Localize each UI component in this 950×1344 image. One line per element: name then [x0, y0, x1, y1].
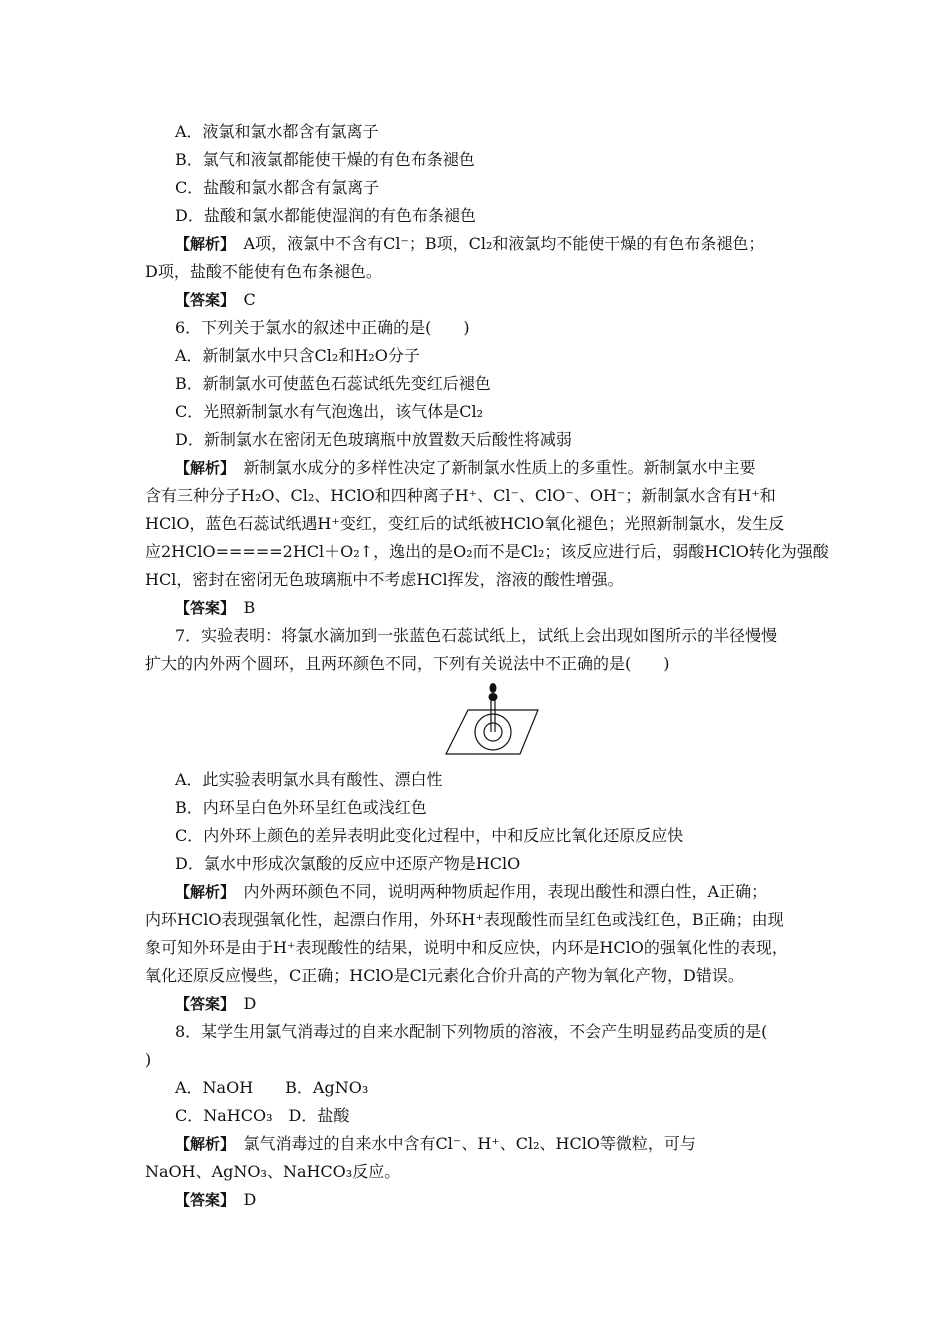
q6-option-a: A．新制氯水中只含Cl₂和H₂O分子 [175, 346, 420, 365]
analysis-tag: 【解析】 [175, 1135, 228, 1153]
q7-stem-line-1: 7．实验表明：将氯水滴加到一张蓝色石蕊试纸上，试纸上会出现如图所示的半径慢慢 [175, 626, 778, 645]
q6-analysis-line-4: 应2HClO=====2HCl＋O₂↑，逸出的是O₂而不是Cl₂；该反应进行后，弱酸HClO转化为强酸 [145, 542, 829, 561]
q7-option-d: D．氯水中形成次氯酸的反应中还原产物是HClO [175, 854, 521, 873]
q8-analysis-line-1 [175, 1134, 696, 1154]
answer-value: C [227, 290, 256, 309]
q6-option-d: D．新制氯水在密闭无色玻璃瓶中放置数天后酸性将减弱 [175, 430, 572, 449]
analysis-tag: 【解析】 [175, 235, 228, 253]
analysis-tag: 【解析】 [175, 459, 228, 477]
analysis-text: 氯气消毒过的自来水中含有Cl⁻、H⁺、Cl₂、HClO等微粒，可与 [227, 1134, 696, 1153]
q8-stem-line-2: ) [145, 1050, 152, 1069]
analysis-text: A项，液氯中不含有Cl⁻；B项，Cl₂和液氯均不能使干燥的有色布条褪色； [227, 234, 765, 253]
q8-analysis-line-2: NaOH、AgNO₃、NaHCO₃反应。 [145, 1162, 401, 1181]
q7-answer [175, 994, 256, 1014]
q6-analysis-line-3: HClO，蓝色石蕊试纸遇H⁺变红，变红后的试纸被HClO氧化褪色；光照新制氯水，发生反 [145, 514, 785, 533]
answer-tag: 【答案】 [175, 291, 228, 309]
q6-answer [175, 598, 255, 618]
litmus-paper-figure [440, 680, 550, 760]
q5-option-c: C．盐酸和氯水都含有氯离子 [175, 178, 380, 197]
q5-answer [175, 290, 256, 310]
q6-stem: 6．下列关于氯水的叙述中正确的是( ) [175, 318, 470, 337]
analysis-tag: 【解析】 [175, 883, 228, 901]
answer-value: D [227, 994, 257, 1013]
analysis-text: 内外两环颜色不同，说明两种物质起作用，表现出酸性和漂白性，A正确； [227, 882, 768, 901]
q8-stem-line-1: 8．某学生用氯气消毒过的自来水配制下列物质的溶液，不会产生明显药品变质的是( [175, 1022, 768, 1041]
inner-ring [484, 723, 502, 741]
q6-analysis-line-1 [175, 458, 756, 478]
q7-analysis-line-2: 内环HClO表现强氧化性，起漂白作用，外环H⁺表现酸性而呈红色或浅红色，B正确；由现 [145, 910, 784, 929]
q6-option-b: B．新制氯水可使蓝色石蕊试纸先变红后褪色 [175, 374, 491, 393]
q7-stem-line-2: 扩大的内外两个圆环，且两环颜色不同，下列有关说法中不正确的是( ) [145, 654, 670, 673]
q8-answer [175, 1190, 256, 1210]
q5-analysis-line-1 [175, 234, 764, 254]
outer-ring [475, 714, 511, 750]
answer-tag: 【答案】 [175, 995, 228, 1013]
q8-options-row-1: A．NaOH B．AgNO₃ [175, 1078, 369, 1097]
q7-option-a: A．此实验表明氯水具有酸性、漂白性 [175, 770, 443, 789]
q8-options-row-2: C．NaHCO₃ D．盐酸 [175, 1106, 350, 1125]
q7-analysis-line-4: 氧化还原反应慢些，C正确；HClO是Cl元素化合价升高的产物为氧化产物，D错误。 [145, 966, 744, 985]
analysis-text: 新制氯水成分的多样性决定了新制氯水性质上的多重性。新制氯水中主要 [227, 458, 756, 477]
q5-option-a: A．液氯和氯水都含有氯离子 [175, 122, 379, 141]
q5-option-d: D．盐酸和氯水都能使湿润的有色布条褪色 [175, 206, 476, 225]
answer-tag: 【答案】 [175, 599, 228, 617]
dropper-bulb-lower [489, 693, 498, 701]
q6-analysis-line-2: 含有三种分子H₂O、Cl₂、HClO和四种离子H⁺、Cl⁻、ClO⁻、OH⁻；新制氯水含有H⁺和 [145, 486, 776, 505]
q5-option-b: B．氯气和液氯都能使干燥的有色布条褪色 [175, 150, 475, 169]
answer-tag: 【答案】 [175, 1191, 228, 1209]
q5-analysis-line-2: D项，盐酸不能使有色布条褪色。 [145, 262, 382, 281]
q6-analysis-line-5: HCl，密封在密闭无色玻璃瓶中不考虑HCl挥发，溶液的酸性增强。 [145, 570, 624, 589]
answer-value: D [227, 1190, 257, 1209]
dropper-bulb [490, 683, 497, 693]
q7-analysis-line-3: 象可知外环是由于H⁺表现酸性的结果，说明中和反应快，内环是HClO的强氧化性的表现， [145, 938, 788, 957]
q7-analysis-line-1 [175, 882, 767, 902]
q6-option-c: C．光照新制氯水有气泡逸出，该气体是Cl₂ [175, 402, 484, 421]
q7-option-c: C．内外环上颜色的差异表明此变化过程中，中和反应比氧化还原反应快 [175, 826, 684, 845]
answer-value: B [227, 598, 256, 617]
q7-option-b: B．内环呈白色外环呈红色或浅红色 [175, 798, 427, 817]
litmus-paper [446, 710, 538, 754]
